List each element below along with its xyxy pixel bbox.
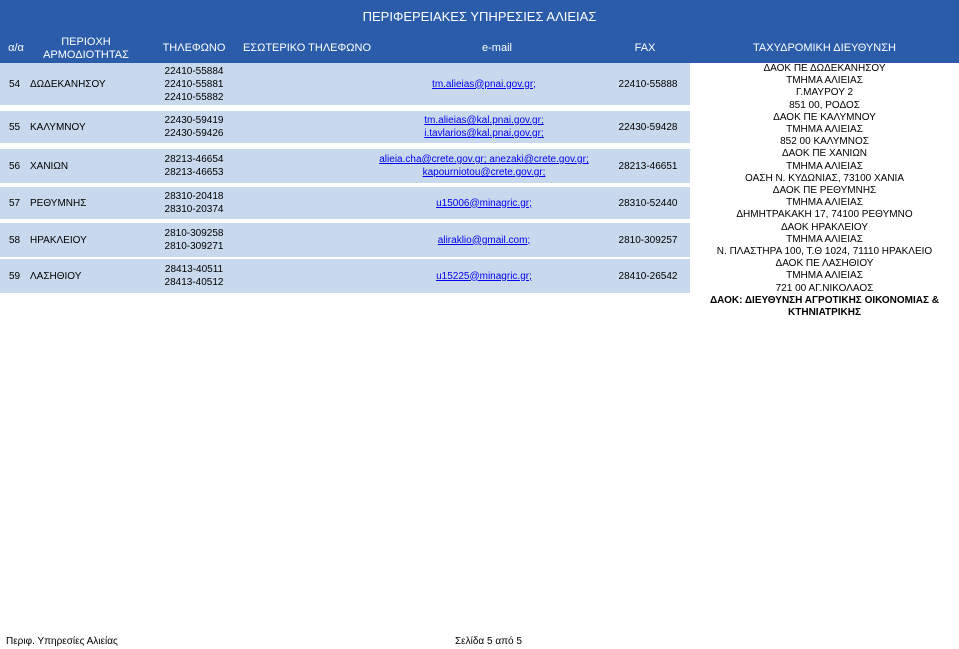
row-area: ΡΕΘΥΜΝΗΣ [30, 197, 87, 209]
row-phones [148, 111, 240, 143]
header-area [32, 34, 140, 63]
row-area: ΔΩΔΕΚΑΝΗΣΟΥ [30, 78, 106, 90]
email-link[interactable]: i.tavlarios@kal.pnai.gov.gr; [424, 128, 544, 139]
row-fax: 28410-26542 [618, 270, 678, 282]
address-line: ΔΑΟΚ ΗΡΑΚΛΕΙΟΥ [780, 221, 869, 233]
phone-number: 28310-20418 [164, 191, 224, 202]
header-internal-phone: ΕΣΩΤΕΡΙΚΟ ΤΗΛΕΦΩΝΟ [242, 42, 372, 54]
address-line: ΤΜΗΜΑ ΑΛΙΕΙΑΣ [786, 75, 863, 87]
address-line: ΔΑΟΚ ΠΕ ΡΕΘΥΜΝΗΣ [772, 185, 877, 197]
table-header [0, 34, 959, 63]
row-phones [148, 259, 240, 293]
row-number: 59 [9, 270, 21, 282]
address-line: ΤΜΗΜΑ ΑΛΙΕΙΑΣ [786, 197, 863, 209]
row-phones [148, 223, 240, 257]
header-aa: α/α [8, 42, 24, 54]
address-line: ΔΗΜΗΤΡΑΚΑΚΗ 17, 74100 ΡΕΘΥΜΝΟ [736, 209, 913, 221]
address-line: ΔΑΟΚ ΠΕ ΔΩΔΕΚΑΝΗΣΟΥ [763, 63, 886, 74]
row-number: 54 [9, 78, 21, 90]
header-address: ΤΑΧΥΔΡΟΜΙΚΗ ΔΙΕΥΘΥΝΣΗ [753, 42, 896, 54]
phone-number: 22430-59426 [164, 128, 224, 139]
email-link[interactable]: kapourniotou@crete.gov.gr; [422, 167, 546, 178]
phone-number: 28213-46654 [164, 154, 224, 165]
address-column [690, 63, 959, 319]
email-link[interactable]: u15006@minagric.gr; [436, 197, 532, 209]
row-number: 57 [9, 197, 21, 209]
row-email[interactable] [360, 187, 608, 219]
header-phone: ΤΗΛΕΦΩΝΟ [162, 42, 226, 54]
row-email[interactable] [360, 149, 608, 183]
row-number: 56 [9, 160, 21, 172]
phone-number: 28213-46653 [164, 167, 224, 178]
row-phones [148, 149, 240, 183]
row-number: 58 [9, 234, 21, 246]
row-area: ΗΡΑΚΛΕΙΟΥ [30, 234, 87, 246]
header-email: e-mail [482, 42, 512, 54]
address-line: 721 00 ΑΓ.ΝΙΚΟΛΑΟΣ [775, 282, 874, 294]
address-line: ΤΜΗΜΑ ΑΛΙΕΙΑΣ [786, 160, 863, 172]
address-line: Ν. ΠΛΑΣΤΗΡΑ 100, Τ.Θ 1024, 71110 ΗΡΑΚΛΕΙΟ [716, 246, 933, 258]
phone-number: 28310-20374 [164, 204, 224, 215]
footer-page-number: Σελίδα 5 από 5 [455, 636, 522, 647]
address-line: ΔΑΟΚ ΠΕ ΚΑΛΥΜΝΟΥ [773, 111, 876, 123]
row-fax: 22430-59428 [618, 121, 678, 133]
phone-number: 2810-309271 [164, 241, 224, 252]
row-fax: 22410-55888 [618, 78, 678, 90]
footer-left: Περιφ. Υπηρεσίες Αλιείας [6, 636, 118, 647]
row-area: ΧΑΝΙΩΝ [30, 160, 69, 172]
phone-number: 22410-55882 [164, 91, 224, 103]
page-title: ΠΕΡΙΦΕΡΕΙΑΚΕΣ ΥΠΗΡΕΣΙΕΣ ΑΛΙΕΙΑΣ [0, 0, 959, 34]
row-email[interactable] [360, 111, 608, 143]
address-footnote: ΔΑΟΚ: ΔΙΕΥΘΥΝΣΗ ΑΓΡΟΤΙΚΗΣ ΟΙΚΟΝΟΜΙΑΣ & [709, 294, 940, 306]
address-line: ΔΑΟΚ ΠΕ ΧΑΝΙΩΝ [781, 148, 868, 160]
email-link[interactable]: aliraklio@gmail.com; [437, 234, 531, 246]
address-line: Γ.ΜΑΥΡΟΥ 2 [795, 87, 854, 99]
address-line: ΤΜΗΜΑ ΑΛΙΕΙΑΣ [786, 233, 863, 245]
email-link[interactable]: u15225@minagric.gr; [436, 270, 532, 282]
address-line: ΔΑΟΚ ΠΕ ΛΑΣΗΘΙΟΥ [775, 258, 874, 270]
address-line: ΤΜΗΜΑ ΑΛΙΕΙΑΣ [786, 124, 863, 136]
phone-number: 22410-55884 [164, 65, 224, 77]
phone-number: 2810-309258 [164, 228, 224, 239]
header-fax: FAX [634, 42, 656, 54]
address-footnote: ΚΤΗΝΙΑΤΡΙΚΗΣ [788, 307, 861, 319]
address-line: ΟΑΣΗ Ν. ΚΥΔΩΝΙΑΣ, 73100 ΧΑΝΙΑ [745, 172, 904, 184]
row-phones [148, 63, 240, 105]
email-link[interactable]: alieia.cha@crete.gov.gr; anezaki@crete.gov.gr; [379, 154, 589, 165]
phone-number: 28413-40511 [164, 264, 224, 275]
row-email[interactable] [360, 63, 608, 105]
row-number: 55 [9, 121, 21, 133]
row-fax: 28213-46651 [618, 160, 678, 172]
row-area: ΛΑΣΗΘΙΟΥ [30, 270, 82, 282]
row-email[interactable] [360, 259, 608, 293]
row-phones [148, 187, 240, 219]
address-line: ΤΜΗΜΑ ΑΛΙΕΙΑΣ [786, 270, 863, 282]
phone-number: 22410-55881 [164, 78, 224, 90]
address-line: 852 00 ΚΑΛΥΜΝΟΣ [780, 136, 869, 148]
email-link[interactable]: tm.alieias@pnai.gov.gr; [432, 78, 536, 90]
header-area-line1: ΠΕΡΙΟΧΗ [61, 35, 111, 48]
email-link[interactable]: tm.alieias@kal.pnai.gov.gr; [424, 115, 544, 126]
address-line: 851 00, ΡΟΔΟΣ [789, 99, 860, 111]
row-fax: 28310-52440 [618, 197, 678, 209]
phone-number: 28413-40512 [164, 277, 224, 288]
phone-number: 22430-59419 [164, 115, 224, 126]
row-area: ΚΑΛΥΜΝΟΥ [30, 121, 86, 133]
row-email[interactable] [360, 223, 608, 257]
row-fax: 2810-309257 [618, 234, 678, 246]
header-area-line2: ΑΡΜΟΔΙΟΤΗΤΑΣ [43, 48, 129, 61]
